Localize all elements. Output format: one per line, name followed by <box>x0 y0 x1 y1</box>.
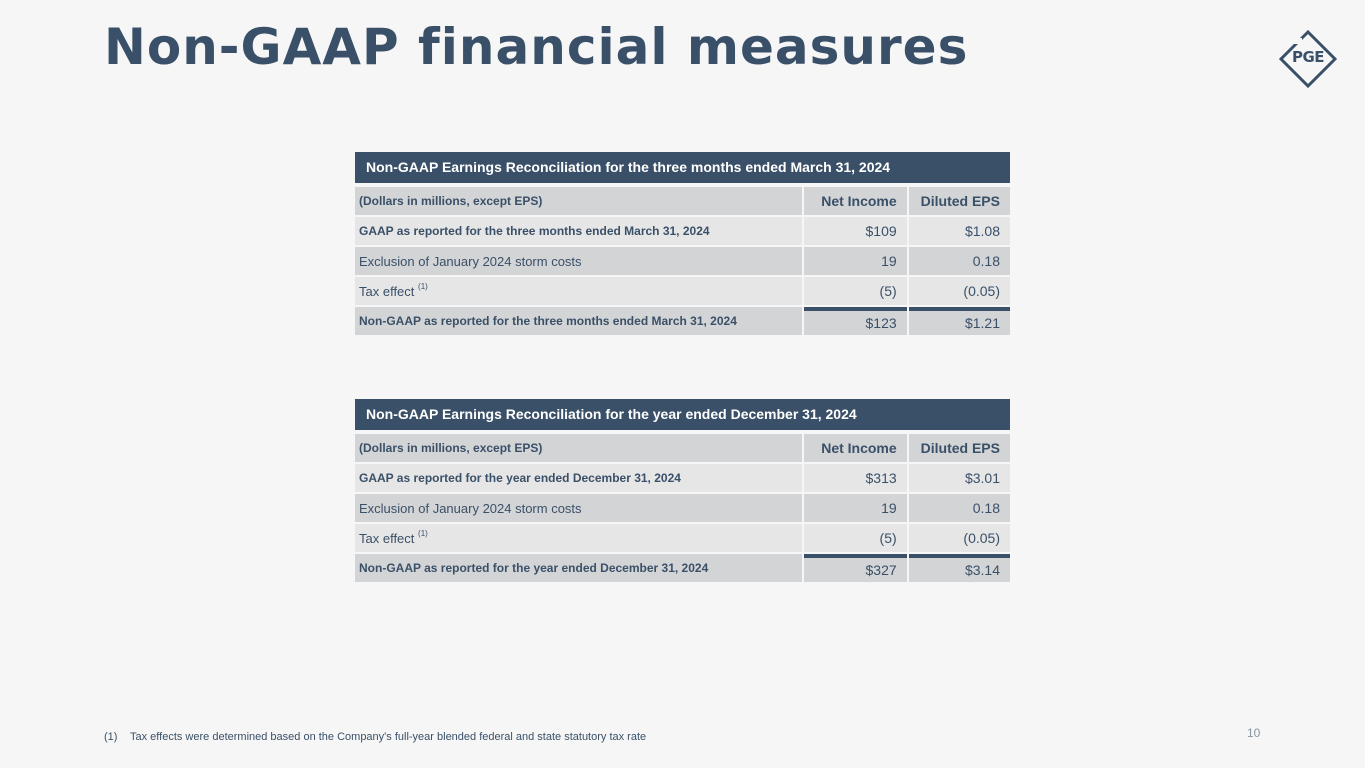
row-label: Non-GAAP as reported for the three months ended March 31, 2024 <box>355 307 802 335</box>
row-label: Tax effect <box>359 530 415 546</box>
diluted-eps-value: $3.01 <box>909 464 1010 492</box>
page-title: Non-GAAP financial measures <box>104 18 969 76</box>
net-income-value: (5) <box>804 277 906 305</box>
footnote-marker: (1) <box>104 731 118 743</box>
net-income-value: $313 <box>804 464 906 492</box>
diluted-eps-value: 0.18 <box>909 494 1010 522</box>
table-row <box>355 277 1010 305</box>
table-row <box>355 524 1010 552</box>
table-header-row <box>355 434 1010 462</box>
row-label-cell <box>355 524 802 552</box>
column-header-description: (Dollars in millions, except EPS) <box>355 187 802 215</box>
column-header-description: (Dollars in millions, except EPS) <box>355 434 802 462</box>
diluted-eps-value: (0.05) <box>909 524 1010 552</box>
row-label-cell <box>355 277 802 305</box>
page-number: 10 <box>1247 726 1261 740</box>
table-row <box>355 494 1010 522</box>
row-label: GAAP as reported for the three months ended March 31, 2024 <box>355 217 802 245</box>
table-row <box>355 464 1010 492</box>
net-income-value: $109 <box>804 217 906 245</box>
footnote-reference: (1) <box>418 281 428 291</box>
footnote <box>104 731 646 743</box>
net-income-value: 19 <box>804 247 906 275</box>
reconciliation-table-fy <box>355 399 1010 584</box>
row-label: Exclusion of January 2024 storm costs <box>355 494 802 522</box>
table-row <box>355 217 1010 245</box>
reconciliation-grid <box>353 185 1012 337</box>
net-income-value: $327 <box>804 554 906 582</box>
reconciliation-table-q1 <box>355 152 1010 337</box>
table-total-row <box>355 307 1010 335</box>
footnote-reference: (1) <box>418 528 428 538</box>
net-income-value: (5) <box>804 524 906 552</box>
row-label: Exclusion of January 2024 storm costs <box>355 247 802 275</box>
row-label: Non-GAAP as reported for the year ended December 31, 2024 <box>355 554 802 582</box>
column-header-diluted-eps: Diluted EPS <box>909 187 1010 215</box>
footnote-text: Tax effects were determined based on the Company's full-year blended federal and state statutory tax rate <box>130 731 647 743</box>
column-header-diluted-eps: Diluted EPS <box>909 434 1010 462</box>
diluted-eps-value: $1.08 <box>909 217 1010 245</box>
column-header-net-income: Net Income <box>804 187 906 215</box>
pge-logo-icon <box>1279 30 1337 88</box>
table-row <box>355 247 1010 275</box>
row-label: GAAP as reported for the year ended December 31, 2024 <box>355 464 802 492</box>
diluted-eps-value: 0.18 <box>909 247 1010 275</box>
logo-text: PGE <box>1291 48 1325 66</box>
net-income-value: $123 <box>804 307 906 335</box>
column-header-net-income: Net Income <box>804 434 906 462</box>
reconciliation-grid <box>353 432 1012 584</box>
table-title: Non-GAAP Earnings Reconciliation for the three months ended March 31, 2024 <box>355 152 1010 183</box>
table-total-row <box>355 554 1010 582</box>
diluted-eps-value: $1.21 <box>909 307 1010 335</box>
diluted-eps-value: $3.14 <box>909 554 1010 582</box>
row-label: Tax effect <box>359 283 415 299</box>
diluted-eps-value: (0.05) <box>909 277 1010 305</box>
net-income-value: 19 <box>804 494 906 522</box>
table-header-row <box>355 187 1010 215</box>
table-title: Non-GAAP Earnings Reconciliation for the year ended December 31, 2024 <box>355 399 1010 430</box>
